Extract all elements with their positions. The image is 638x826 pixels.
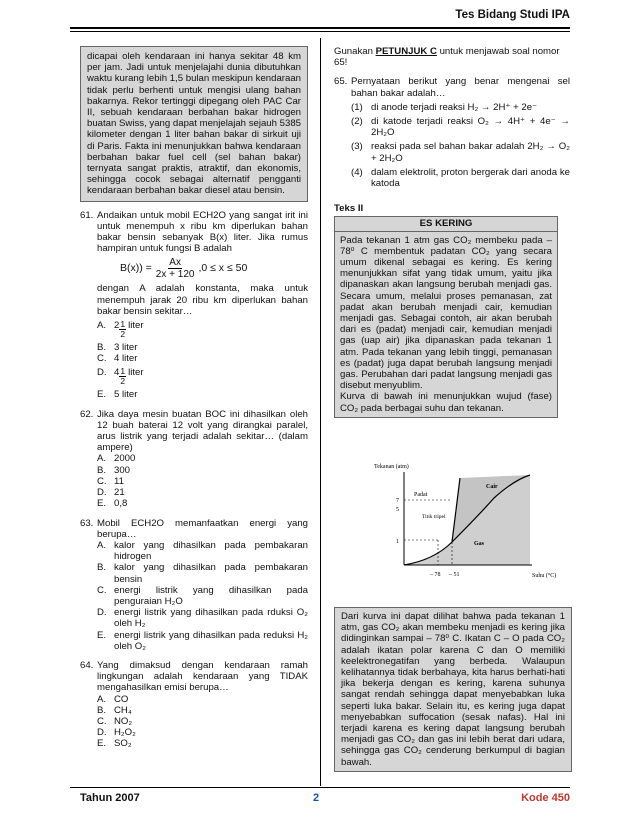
y-axis-label: Tekanan (atm) bbox=[374, 464, 409, 470]
option-b[interactable]: B. kalor yang dihasilkan pada pembakaran bensin bbox=[97, 562, 308, 585]
statement-2[interactable]: (2) di katode terjadi reaksi O₂ → 4H⁺ + 4e⁻ → 2H₂O bbox=[351, 116, 570, 139]
formula bbox=[120, 257, 308, 280]
options-64 bbox=[97, 694, 308, 750]
question-62: 62. Jika daya mesin buatan BOC ini dihasilkan oleh 12 buah baterai 12 volt yang dirangkai paralel, arus listrik yang terjadi adalah sekitar… (dalam ampere) A. 2000 B. 300 C. 11 D. 21 E. 0,8 bbox=[80, 408, 308, 510]
region-label-cair: Cair bbox=[486, 484, 498, 490]
footer-year: Tahun 2007 bbox=[80, 792, 140, 804]
option-c[interactable]: C. 4 liter bbox=[97, 353, 138, 365]
region-label-padat: Padat bbox=[414, 492, 428, 498]
question-number: 61. bbox=[80, 209, 94, 221]
question-text: Mobil ECH2O memanfaatkan energi yang berupa… bbox=[97, 517, 308, 540]
statement-3[interactable]: (3) reaksi pada sel bahan bakar adalah 2H₂ → O₂ + 2H₂O bbox=[351, 141, 570, 164]
formula-left: B(x)) = bbox=[120, 262, 152, 275]
y-tick-7: 7 bbox=[396, 498, 399, 504]
option-e[interactable]: E. 5 liter bbox=[97, 389, 138, 401]
option-c[interactable]: C. 11 bbox=[97, 475, 124, 487]
intro-text-box: dicapai oleh kendaraan ini hanya sekitar 48 km per jam. Jadi untuk menjelajahi dunia dibutuhkan waktu kurang lebih 1,5 bulan meskipun kendaraan tidak perlu berhenti untuk mengisi ulang bahan bakarnya. Rekor tertinggi dipegang oleh PAC Car II, sebuah kendaraan berbahan bakar hidrogen buatan Swiss, yang dapat menjelajah sejauh 5385 kilometer dengan 1 liter bahan bakar di sirkuit uji di Paris. Fakta ini menunjukkan bahwa kendaraan berbahan bakar fuel cell (sel bahan bakar) ternyata sangat praktis, atraktif, dan ekonomis, sehingga cocok sebagai alternatif pengganti kendaraan berbahan bakar diesel atau bensin. bbox=[80, 46, 308, 202]
option-b[interactable]: B. 300 bbox=[97, 464, 131, 476]
statement-4[interactable]: (4) dalam elektrolit, proton bergerak dari anoda ke katoda bbox=[351, 166, 570, 190]
statements-65 bbox=[351, 102, 570, 189]
region-label-gas: Gas bbox=[474, 541, 485, 547]
formula-numerator: Ax bbox=[169, 257, 181, 269]
option-e[interactable]: E. 0,8 bbox=[97, 498, 128, 510]
option-a[interactable]: A. kalor yang dihasilkan pada pembakaran hidrogen bbox=[97, 539, 308, 563]
question-61 bbox=[80, 210, 308, 401]
option-b[interactable]: B. CH₄ bbox=[97, 704, 132, 716]
option-c[interactable]: C. NO₂ bbox=[97, 715, 133, 727]
options-63 bbox=[97, 540, 308, 652]
question-65: 65. Pernyataan berikut yang benar mengenai sel bahan bakar adalah… (1) di anode terjadi reaksi H₂ → 2H⁺ + 2e⁻ (2) di katode terjadi reaksi O₂ → 4H⁺ + 4e⁻ → 2H₂O (3) reaksi pada sel bahan bakar adalah 2H₂ → O₂ + 2H₂O (4) dalam elektrolit, proton bergerak dari anoda ke katoda bbox=[334, 76, 570, 190]
triple-point-label: Titik tripel bbox=[422, 514, 446, 520]
teks-2-label: Teks II bbox=[334, 203, 364, 215]
footer-code: Kode 450 bbox=[521, 792, 570, 804]
question-text: Yang dimaksud dengan kendaraan ramah lingkungan adalah kendaraan yang TIDAK mengahasilkan emisi berupa… bbox=[97, 659, 308, 694]
question-text: Pernyataan berikut yang benar mengenai sel bahan bakar adalah… bbox=[351, 76, 570, 99]
options-62 bbox=[97, 453, 308, 509]
instruction-key: PETUNJUK C bbox=[375, 46, 437, 57]
option-e[interactable]: E. energi listrik yang dihasilkan pada reduksi H₂ oleh O₂ bbox=[97, 629, 308, 652]
left-column bbox=[80, 46, 308, 750]
y-tick-5: 5 bbox=[396, 507, 399, 513]
header-rule-thin bbox=[70, 31, 570, 32]
phase-diagram-svg bbox=[334, 460, 570, 588]
question-text: Andaikan untuk mobil ECH2O yang sangat irit ini untuk menempuh x ribu km diperlukan bahan bakar bensin sebanyak B(x) liter. Jika rumus hampiran untuk fungsi B adalah bbox=[97, 209, 308, 255]
question-64: 64. Yang dimaksud dengan kendaraan ramah lingkungan adalah kendaraan yang TIDAK mengahasilkan emisi berupa… A. CO B. CH₄ C. NO₂ D. H₂O₂ E. SO₂ bbox=[80, 659, 308, 750]
right-column bbox=[334, 46, 570, 418]
x-axis-label: Suhu (°C) bbox=[532, 573, 557, 579]
x-tick-78: – 78 bbox=[430, 572, 441, 578]
option-d[interactable]: D. energi listrik yang dihasilkan pada rduksi O₂ oleh H₂ bbox=[97, 607, 308, 630]
footer-page-number: 2 bbox=[313, 792, 320, 804]
option-d[interactable]: D. 4 $\frac{1}{2}$ liter bbox=[97, 366, 144, 387]
footer-rule bbox=[70, 787, 570, 788]
question-63: 63. Mobil ECH2O memanfaatkan energi yang berupa… A. kalor yang dihasilkan pada pembakaran hidrogen B. kalor yang dihasilkan pada pembakaran bensin C. energi listrik yang dihasilkan pada penguraian H₂O D. energi listrik yang dihasilkan pada rduksi O₂ oleh H₂ E. energi listrik yang dihasilkan pada reduksi H₂ oleh O₂ bbox=[80, 517, 308, 652]
option-d[interactable]: D. 21 bbox=[97, 487, 125, 499]
option-a[interactable]: A. 2 $\frac{1}{2}$ liter bbox=[97, 319, 144, 340]
es-kering-title: ES KERING bbox=[334, 216, 558, 231]
y-tick-1: 1 bbox=[396, 539, 399, 545]
instruction: Gunakan PETUNJUK C untuk menjawab soal nomor 65! bbox=[334, 46, 560, 69]
phase-diagram bbox=[334, 460, 570, 588]
x-tick-51: – 51 bbox=[449, 572, 460, 578]
closing-text-box: Dari kurva ini dapat dilihat bahwa pada tekanan 1 atm, gas CO₂ akan membeku menjadi es kering jika didinginkan sampai – 78⁰ C. Ikatan C – O pada CO₂ adalah ikatan polar karena C dan O memiliki keelektronegatifan yang berbeda. Walaupun kelihatannya tidak berbahaya, kita harus berhati-hati jika bekerja dengan es kering, karena suhunya sangat rendah sehingga dapat menyebabkan luka seperti luka bakar. Selain itu, es kering juga dapat menyebabkan suffocation (sesak nafas). Hal ini terjadi karena es kering dapat langsung berubah menjadi gas CO₂ dan gas ini lebih berat dari udara, sehingga gas CO₂ cenderung berkumpul di bagian bawah. bbox=[334, 607, 572, 772]
formula-domain: ,0 ≤ x ≤ 50 bbox=[198, 262, 248, 275]
es-kering-body: Pada tekanan 1 atm gas CO₂ membeku pada –78⁰ C membentuk padatan CO₂ yang secara umum dikenal sebagai es kering. Es kering menunjukkan sifat yang tidak umum, yaitu jika dipanaskan akan langsung berubah menjadi gas. Secara umum, melalui proses pemanasan, zat padat akan berubah menjadi cair, kemudian menjadi gas. Sebagai contoh, air akan berubah dari es (padat) menjadi cair, kemudian menjadi gas (uap air) jika dipanaskan pada tekanan 1 atm. Pada tekanan yang lebih tinggi, pemanasan es (padat) juga dapat berubah langsung menjadi gas. Perubahan dari padat langsung menjadi gas disebut menyublim. Kurva di bawah ini menunjukkan wujud (fase) CO₂ pada berbagai suhu dan tekanan. bbox=[334, 232, 558, 418]
option-a[interactable]: A. CO bbox=[97, 693, 129, 705]
header-rule bbox=[70, 27, 570, 29]
option-d[interactable]: D. H₂O₂ bbox=[97, 727, 136, 739]
option-b[interactable]: B. 3 liter bbox=[97, 342, 138, 354]
option-c[interactable]: C. energi listrik yang dihasilkan pada penguraian H₂O bbox=[97, 584, 308, 607]
question-text: Jika daya mesin buatan BOC ini dihasilkan oleh 12 buah baterai 12 volt yang dirangkai paralel, arus listrik yang terjadi adalah sekitar… (dalam ampere) bbox=[97, 408, 308, 454]
column-divider bbox=[320, 38, 321, 786]
statement-1[interactable]: (1) di anode terjadi reaksi H₂ → 2H⁺ + 2e⁻ bbox=[351, 101, 538, 113]
option-a[interactable]: A. 2000 bbox=[97, 453, 136, 465]
option-e[interactable]: E. SO₂ bbox=[97, 738, 132, 750]
formula-denominator: 2x + 120 bbox=[155, 269, 195, 281]
question-text-continued: dengan A adalah konstanta, maka untuk menempuh jarak 20 ribu km diperlukan bahan bakar bensin sekitar… bbox=[97, 283, 308, 317]
options-61 bbox=[97, 320, 308, 401]
page-header-title: Tes Bidang Studi IPA bbox=[455, 9, 570, 21]
